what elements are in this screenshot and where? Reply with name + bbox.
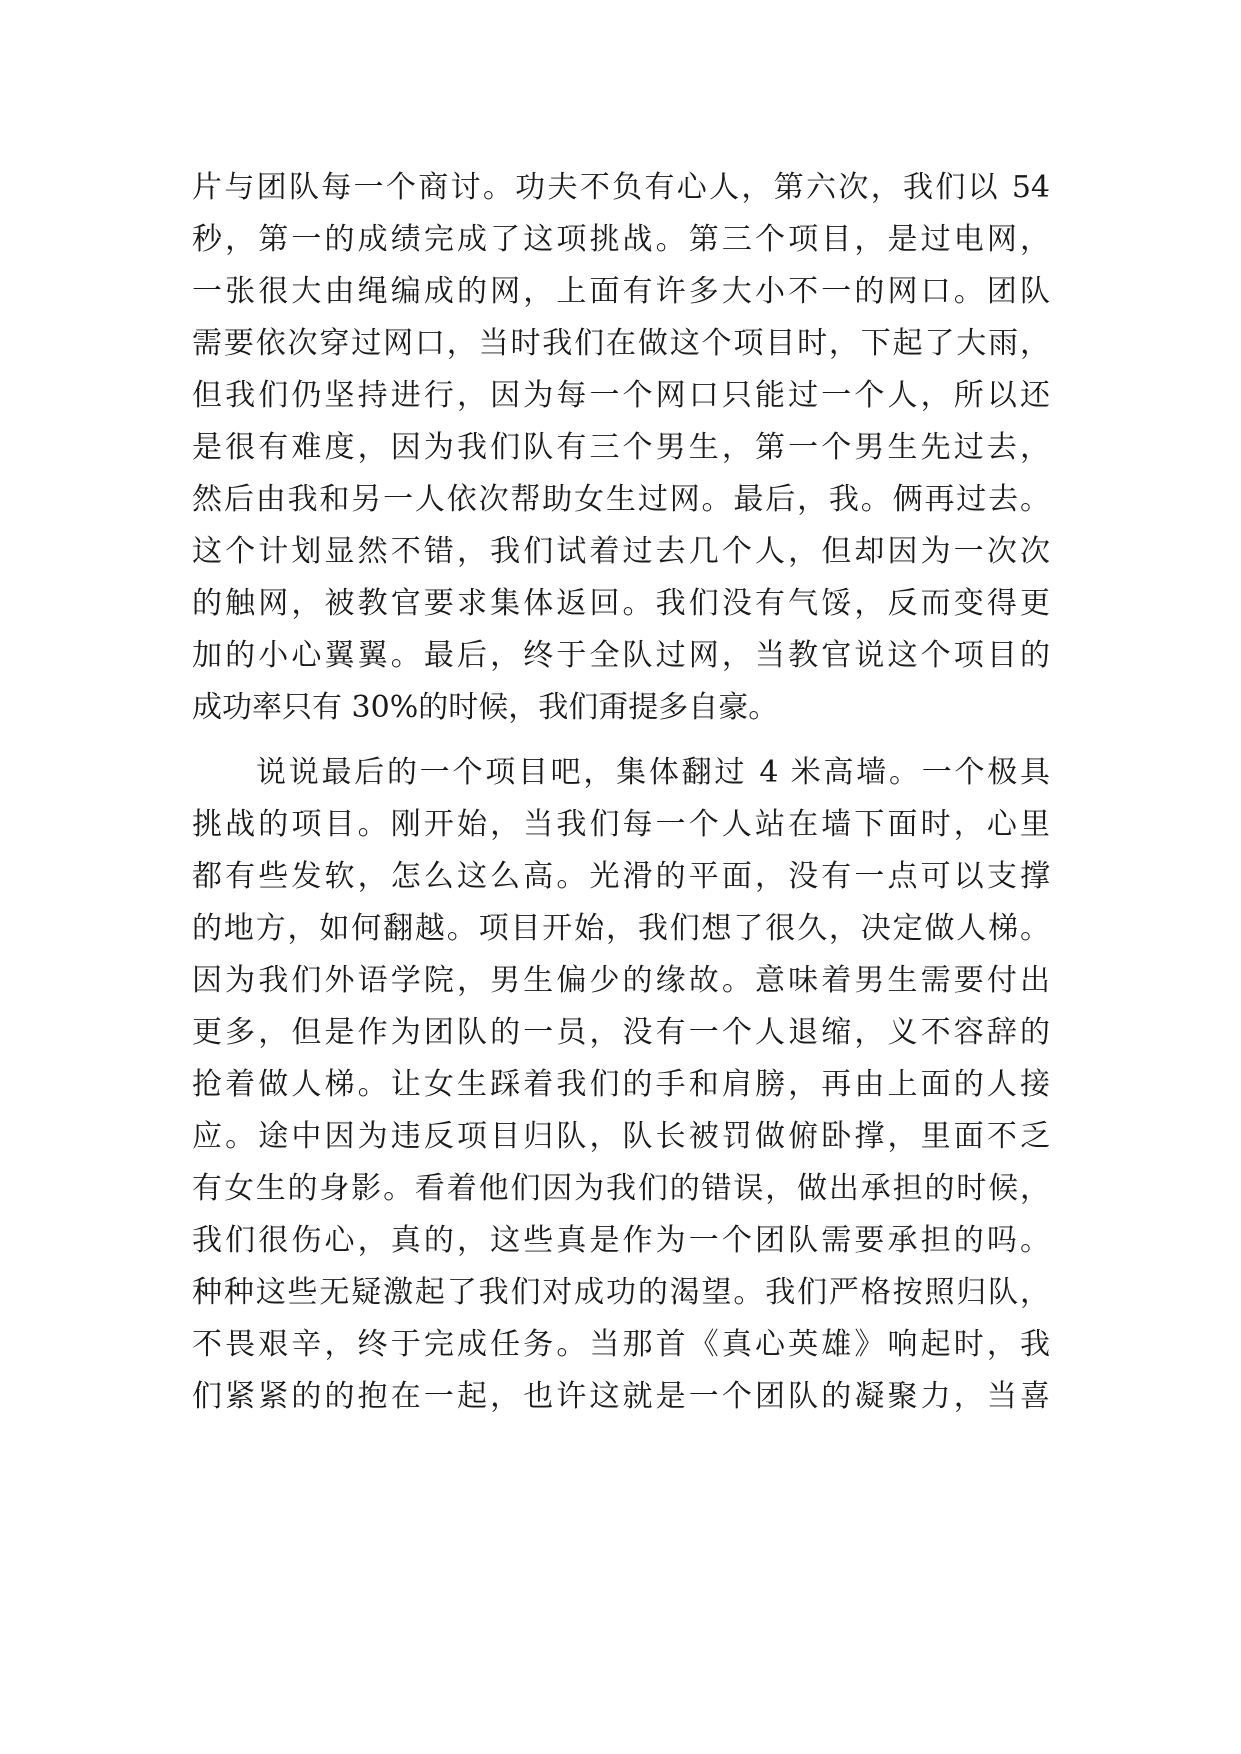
- text-line: 都有些发软，怎么这么高。光滑的平面，没有一点可以支撑: [192, 859, 1050, 894]
- text-line: 片与团队每一个商讨。功夫不负有心人，第六次，我们以 54: [192, 170, 1050, 205]
- text-line: 说说最后的一个项目吧，集体翻过 4 米高墙。一个极具: [256, 755, 1050, 790]
- text-line: 的触网，被教官要求集体返回。我们没有气馁，反而变得更: [192, 586, 1050, 621]
- text-line: 抢着做人梯。让女生踩着我们的手和肩膀，再由上面的人接: [192, 1067, 1050, 1102]
- text-line: 秒，第一的成绩完成了这项挑战。第三个项目，是过电网，: [192, 222, 1050, 257]
- text-line: 的地方，如何翻越。项目开始，我们想了很久，决定做人梯。: [192, 911, 1050, 946]
- paragraph-2: [192, 747, 1050, 1475]
- text-line: 是很有难度，因为我们队有三个男生，第一个男生先过去，: [192, 430, 1050, 465]
- text-line: 一张很大由绳编成的网，上面有许多大小不一的网口。团队: [192, 274, 1050, 309]
- document-body: [192, 162, 1050, 1475]
- text-line: 种种这些无疑激起了我们对成功的渴望。我们严格按照归队，: [192, 1275, 1050, 1310]
- text-line: [192, 1423, 1050, 1475]
- text-line: 加的小心翼翼。最后，终于全队过网，当教官说这个项目的: [192, 638, 1050, 673]
- text-line: 不畏艰辛，终于完成任务。当那首《真心英雄》响起时，我: [192, 1327, 1050, 1362]
- text-line: 成功率只有 30%的时候，我们甭提多自豪。: [192, 690, 779, 725]
- text-line: 应。途中因为违反项目归队，队长被罚做俯卧撑，里面不乏: [192, 1119, 1050, 1154]
- text-line: 需要依次穿过网口，当时我们在做这个项目时，下起了大雨，: [192, 326, 1050, 361]
- text-line: 有女生的身影。看着他们因为我们的错误，做出承担的时候，: [192, 1171, 1050, 1206]
- text-line: 因为我们外语学院，男生偏少的缘故。意味着男生需要付出: [192, 963, 1050, 998]
- text-line: 这个计划显然不错，我们试着过去几个人，但却因为一次次: [192, 534, 1050, 569]
- text-line: 挑战的项目。刚开始，当我们每一个人站在墙下面时，心里: [192, 807, 1050, 842]
- text-line: 我们很伤心，真的，这些真是作为一个团队需要承担的吗。: [192, 1223, 1050, 1258]
- paragraph-gap: [192, 734, 1050, 747]
- text-line: 但我们仍坚持进行，因为每一个网口只能过一个人，所以还: [192, 378, 1050, 413]
- text-line: 更多，但是作为团队的一员，没有一个人退缩，义不容辞的: [192, 1015, 1050, 1050]
- paragraph-1: [192, 162, 1050, 734]
- text-line: 们紧紧的的抱在一起，也许这就是一个团队的凝聚力，当喜: [192, 1379, 1050, 1414]
- text-line: 然后由我和另一人依次帮助女生过网。最后，我。俩再过去。: [192, 482, 1050, 517]
